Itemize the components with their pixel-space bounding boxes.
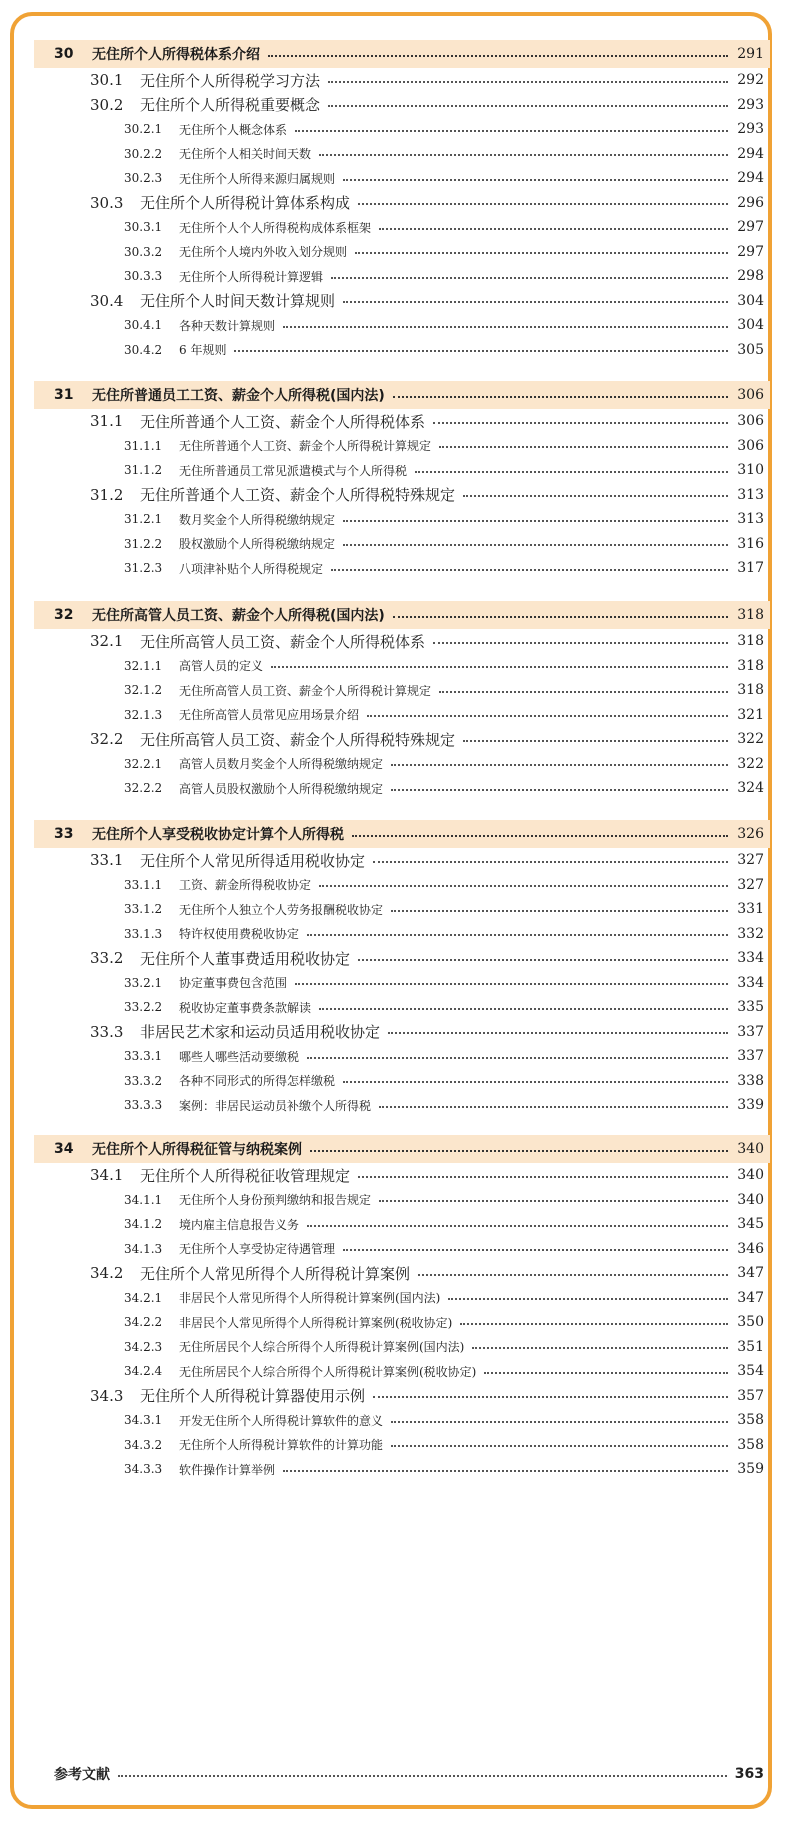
entry-title: 各种不同形式的所得怎样缴税 [179, 1074, 336, 1088]
dot-leader [283, 325, 728, 328]
dot-leader [268, 54, 728, 57]
dot-leader [331, 568, 728, 571]
entry-number: 30.3.1 [124, 220, 163, 234]
entry-number: 33.2 [90, 949, 124, 967]
dot-leader [234, 349, 728, 352]
page-number: 322 [737, 731, 764, 747]
dot-leader [418, 1273, 728, 1276]
entry-title: 6 年规则 [179, 343, 227, 357]
page-number: 327 [737, 876, 764, 893]
dot-leader [343, 300, 728, 303]
page-number: 327 [737, 852, 764, 868]
entry-title: 非居民艺术家和运动员适用税收协定 [140, 1023, 381, 1041]
entry-title: 八项津补贴个人所得税规定 [179, 561, 324, 576]
entry-title: 无住所个人所得税体系介绍 [92, 47, 260, 63]
page-number: 347 [737, 1289, 764, 1306]
page-number: 324 [737, 780, 764, 796]
entry-title: 无住所居民个人综合所得个人所得税计算案例(国内法) [179, 1340, 465, 1354]
chapter-entry[interactable] [34, 40, 770, 68]
entry-title: 无住所个人所得税征管与纳税案例 [92, 1142, 302, 1158]
entry-number: 34.3.2 [124, 1437, 163, 1452]
entry-title: 案例：非居民运动员补缴个人所得税 [179, 1098, 372, 1113]
entry-title: 无住所高管人员常见应用场景介绍 [179, 708, 360, 722]
page-number: 350 [737, 1314, 764, 1330]
dot-leader [328, 80, 728, 83]
dot-leader [484, 1371, 728, 1374]
entry-number: 34.1.1 [124, 1192, 163, 1207]
page-number: 340 [737, 1167, 764, 1183]
entry-number: 30.2.2 [124, 146, 163, 161]
entry-title: 无住所居民个人综合所得个人所得税计算案例(税收协定) [179, 1364, 477, 1379]
dot-leader [391, 1420, 728, 1423]
entry-title: 无住所个人所得税计算逻辑 [179, 269, 324, 284]
dot-leader [391, 788, 728, 791]
dot-leader [391, 909, 728, 912]
entry-number: 34.2.1 [124, 1290, 163, 1305]
entry-number: 31.2.2 [124, 536, 163, 551]
entry-number: 30.3.3 [124, 269, 163, 283]
entry-title: 无住所个人时间天数计算规则 [140, 292, 336, 310]
entry-number: 34.2.3 [124, 1339, 163, 1354]
entry-title: 各种天数计算规则 [179, 318, 276, 333]
entry-number: 34.1 [90, 1166, 124, 1184]
entry-number: 30.4.1 [124, 318, 163, 332]
page-number: 337 [737, 1023, 764, 1040]
entry-number: 32.2 [90, 730, 124, 748]
entry-title: 无住所个人所得来源归属规则 [179, 171, 336, 186]
entry-number: 32.2.1 [124, 756, 163, 771]
entry-number: 31.2.1 [124, 512, 163, 526]
page-number: 334 [737, 974, 764, 991]
entry-number: 33.1.1 [124, 877, 163, 892]
page-number: 304 [737, 317, 764, 333]
entry-number: 30.2.1 [124, 122, 163, 136]
entry-number: 33.1.2 [124, 902, 163, 916]
dot-leader [307, 1056, 728, 1059]
page-number: 294 [737, 170, 764, 186]
page-number: 292 [737, 72, 764, 88]
dot-leader [283, 1469, 728, 1472]
entry-title: 境内雇主信息报告义务 [179, 1217, 300, 1232]
entry-number: 31.1 [90, 412, 124, 430]
entry-number: 30.2 [90, 95, 124, 114]
entry-number: 34.3.3 [124, 1462, 163, 1476]
entry-number: 33.3.2 [124, 1073, 163, 1088]
dot-leader [439, 690, 728, 693]
entry-number: 33.3.1 [124, 1049, 163, 1063]
dot-leader [343, 1248, 728, 1251]
dot-leader [295, 982, 728, 985]
entry-number: 30.1 [90, 71, 124, 89]
entry-title: 非居民个人常见所得个人所得税计算案例(税收协定) [179, 1315, 453, 1330]
entry-number: 31 [54, 387, 74, 403]
entry-title: 参考文献 [54, 1767, 110, 1783]
entry-title: 无住所个人相关时间天数 [179, 147, 312, 161]
entry-title: 无住所高管人员工资、薪金个人所得税(国内法) [92, 608, 385, 624]
page-number: 347 [737, 1265, 764, 1281]
entry-number: 30.3.2 [124, 244, 163, 259]
dot-leader [379, 227, 728, 230]
page-number: 310 [737, 462, 764, 478]
entry-title: 无住所高管人员工资、薪金个人所得税特殊规定 [140, 730, 456, 749]
entry-number: 34.3 [90, 1386, 124, 1405]
page-number: 293 [737, 96, 764, 113]
dot-leader [343, 1080, 728, 1083]
entry-title: 数月奖金个人所得税缴纳规定 [179, 512, 336, 527]
entry-number: 34.2 [90, 1264, 124, 1282]
page-number: 363 [734, 1766, 764, 1782]
entry-title: 无住所个人境内外收入划分规则 [179, 245, 348, 259]
page-number: 306 [737, 387, 764, 403]
dot-leader [319, 884, 728, 887]
page-number: 358 [737, 1436, 764, 1453]
page-number: 345 [737, 1216, 764, 1232]
dot-leader [118, 1774, 727, 1777]
entry-title: 股权激励个人所得税缴纳规定 [179, 537, 336, 551]
page-number: 332 [737, 925, 764, 942]
page-number: 318 [737, 682, 764, 698]
page-number: 317 [737, 560, 764, 576]
page-number: 359 [737, 1461, 764, 1477]
subsection-entry[interactable] [124, 554, 770, 582]
entry-number: 34.2.4 [124, 1364, 163, 1378]
dot-leader [343, 178, 728, 181]
dot-leader [463, 494, 728, 497]
entry-number: 32 [54, 607, 74, 623]
dot-leader [319, 1007, 728, 1010]
dot-leader [472, 1346, 728, 1349]
page-number: 322 [737, 755, 764, 772]
entry-title: 无住所普通员工工资、薪金个人所得税(国内法) [92, 388, 385, 404]
page-number: 340 [737, 1191, 764, 1208]
page-number: 335 [737, 999, 764, 1015]
page-number: 318 [737, 607, 764, 623]
entry-title: 无住所高管人员工资、薪金个人所得税体系 [140, 632, 426, 651]
dot-leader [463, 739, 728, 742]
dot-leader [391, 1444, 728, 1447]
page-number: 297 [737, 243, 764, 260]
dot-leader [343, 519, 728, 522]
entry-number: 32.1.2 [124, 683, 163, 697]
entry-number: 32.1 [90, 632, 124, 650]
dot-leader [307, 1224, 728, 1227]
page-number: 358 [737, 1412, 764, 1428]
page-number: 294 [737, 145, 764, 162]
page-number: 296 [737, 194, 764, 211]
page-number: 313 [737, 486, 764, 503]
page-number: 326 [737, 826, 764, 842]
dot-leader [367, 714, 728, 717]
dot-leader [460, 1322, 728, 1325]
dot-leader [379, 1199, 728, 1202]
entry-number: 30.4 [90, 291, 124, 310]
dot-leader [271, 665, 728, 668]
page-number: 339 [737, 1097, 764, 1113]
entry-title: 无住所个人常见所得适用税收协定 [140, 851, 366, 870]
page-number: 316 [737, 535, 764, 552]
page-number: 354 [737, 1363, 764, 1379]
entry-title: 无住所普通个人工资、薪金个人所得税特殊规定 [140, 486, 456, 504]
dot-leader [307, 933, 728, 936]
entry-number: 32.1.3 [124, 707, 163, 722]
entry-number: 30.4.2 [124, 342, 163, 357]
page-number: 306 [737, 413, 764, 429]
entry-number: 33.1 [90, 851, 124, 869]
entry-title: 无住所个人身份预判缴纳和报告规定 [179, 1193, 372, 1207]
page-number: 357 [737, 1387, 764, 1404]
dot-leader [358, 202, 728, 205]
dot-leader [331, 276, 728, 279]
entry-title: 特许权使用费税收协定 [179, 927, 300, 941]
dot-leader [310, 1149, 728, 1152]
dot-leader [391, 763, 728, 766]
entry-number: 34 [54, 1141, 74, 1157]
entry-title: 协定董事费包含范围 [179, 976, 288, 990]
page-number: 337 [737, 1048, 764, 1064]
dot-leader [358, 958, 728, 961]
entry-title: 无住所个人董事费适用税收协定 [140, 949, 351, 968]
references-entry[interactable] [54, 1760, 770, 1788]
page-number: 338 [737, 1072, 764, 1089]
dot-leader [433, 641, 728, 644]
entry-title: 无住所普通员工常见派遣模式与个人所得税 [179, 463, 408, 478]
dot-leader [393, 395, 728, 398]
entry-number: 32.2.2 [124, 781, 163, 795]
entry-title: 无住所个人所得税计算体系构成 [140, 194, 351, 212]
page-number: 297 [737, 219, 764, 235]
dot-leader [439, 445, 728, 448]
dot-leader [388, 1031, 728, 1034]
entry-title: 无住所个人概念体系 [179, 122, 288, 137]
entry-number: 34.2.2 [124, 1315, 163, 1329]
subsection-entry[interactable] [124, 336, 770, 364]
dot-leader [328, 104, 728, 107]
subsection-entry[interactable] [124, 774, 770, 802]
page-number: 313 [737, 511, 764, 527]
dot-leader [343, 543, 728, 546]
entry-title: 税收协定董事费条款解读 [179, 1000, 312, 1015]
entry-number: 31.2 [90, 485, 124, 504]
page-number: 298 [737, 268, 764, 284]
entry-title: 非居民个人常见所得个人所得税计算案例(国内法) [179, 1291, 441, 1305]
entry-title: 哪些人哪些活动要缴税 [179, 1049, 300, 1064]
entry-number: 32.1.1 [124, 658, 163, 673]
page-number: 334 [737, 950, 764, 966]
entry-title: 高管人员数月奖金个人所得税缴纳规定 [179, 757, 384, 771]
entry-title: 无住所个人所得税计算器使用示例 [140, 1387, 366, 1405]
entry-title: 工资、薪金所得税收协定 [179, 878, 312, 892]
dot-leader [373, 860, 728, 863]
dot-leader [355, 251, 728, 254]
page-number: 351 [737, 1338, 764, 1355]
page-number: 305 [737, 341, 764, 358]
entry-number: 33.1.3 [124, 926, 163, 941]
entry-number: 33.3.3 [124, 1098, 163, 1112]
subsection-entry[interactable] [124, 1091, 770, 1119]
entry-title: 高管人员的定义 [179, 659, 264, 673]
entry-number: 31.1.2 [124, 463, 163, 477]
page-number: 304 [737, 292, 764, 309]
dot-leader [433, 421, 728, 424]
entry-number: 31.2.3 [124, 561, 163, 575]
dot-leader [393, 615, 728, 618]
entry-number: 30.3 [90, 193, 124, 212]
entry-number: 33.3 [90, 1022, 124, 1041]
entry-title: 软件操作计算举例 [179, 1462, 276, 1477]
entry-title: 开发无住所个人所得税计算软件的意义 [179, 1413, 384, 1428]
entry-number: 34.3.1 [124, 1413, 163, 1427]
entry-title: 无住所个人所得税征收管理规定 [140, 1166, 351, 1185]
entry-number: 34.1.2 [124, 1217, 163, 1231]
entry-number: 30 [54, 46, 74, 62]
page-number: 340 [737, 1141, 764, 1157]
entry-title: 无住所个人享受协定待遇管理 [179, 1242, 336, 1256]
subsection-entry[interactable] [124, 1455, 770, 1483]
entry-title: 无住所普通个人工资、薪金个人所得税计算规定 [179, 439, 432, 453]
entry-number: 33.2.2 [124, 1000, 163, 1014]
chapter-entry[interactable] [34, 381, 770, 409]
entry-title: 高管人员股权激励个人所得税缴纳规定 [179, 781, 384, 796]
page-number: 306 [737, 437, 764, 454]
entry-number: 33 [54, 826, 74, 842]
entry-number: 34.1.3 [124, 1241, 163, 1256]
entry-title: 无住所个人个人所得税构成体系框架 [179, 220, 372, 235]
page-number: 321 [737, 706, 764, 723]
entry-title: 无住所普通个人工资、薪金个人所得税体系 [140, 412, 426, 431]
entry-title: 无住所个人独立个人劳务报酬税收协定 [179, 902, 384, 917]
dot-leader [352, 834, 728, 837]
dot-leader [379, 1105, 728, 1108]
page-number: 318 [737, 657, 764, 674]
chapter-entry[interactable] [34, 1135, 770, 1163]
entry-title: 无住所个人所得税重要概念 [140, 96, 321, 114]
page-number: 318 [737, 633, 764, 649]
entry-number: 31.1.1 [124, 438, 163, 453]
entry-title: 无住所个人所得税学习方法 [140, 71, 321, 90]
page-number: 291 [737, 46, 764, 62]
page-number: 293 [737, 121, 764, 137]
entry-title: 无住所高管人员工资、薪金个人所得税计算规定 [179, 683, 432, 698]
entry-number: 33.2.1 [124, 975, 163, 990]
chapter-entry[interactable] [34, 601, 770, 629]
entry-title: 无住所个人所得税计算软件的计算功能 [179, 1438, 384, 1452]
dot-leader [358, 1175, 728, 1178]
page-number: 331 [737, 901, 764, 917]
entry-title: 无住所个人常见所得个人所得税计算案例 [140, 1264, 411, 1283]
dot-leader [295, 129, 728, 132]
page-number: 346 [737, 1240, 764, 1257]
dot-leader [448, 1297, 728, 1300]
dot-leader [415, 470, 728, 473]
entry-title: 无住所个人享受税收协定计算个人所得税 [92, 827, 344, 843]
dot-leader [373, 1395, 728, 1398]
chapter-entry[interactable] [34, 820, 770, 848]
entry-number: 30.2.3 [124, 171, 163, 185]
dot-leader [319, 153, 728, 156]
